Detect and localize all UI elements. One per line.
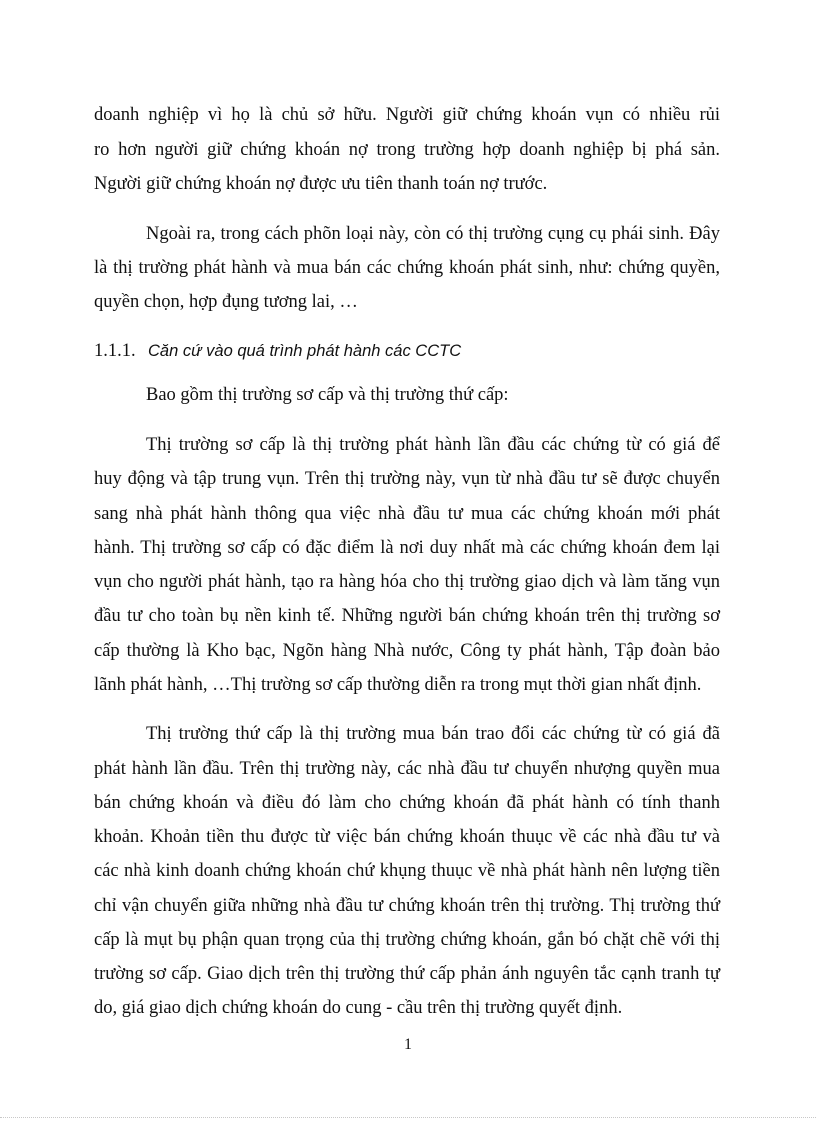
body-line: Ngoài ra, trong cách phõn loại này, còn có thị trường cụng cụ phái sinh. Đây	[146, 224, 720, 244]
body-line: chỉ vận chuyển giữa những nhà đầu tư chứng khoán trên thị trường. Thị trường thứ	[94, 896, 720, 916]
body-line: là thị trường phát hành và mua bán các chứng khoán phát sinh, như: chứng quyền,	[94, 258, 720, 278]
body-line: khoản. Khoản tiền thu được từ việc bán chứng khoán thuục về các nhà đầu tư và	[94, 827, 720, 847]
body-line: cấp thường là Kho bạc, Ngõn hàng Nhà nước, Công ty phát hành, Tập đoàn bảo	[94, 641, 720, 661]
body-line: cấp là mụt bụ phận quan trọng của thị trường chứng khoán, gắn bó chặt chẽ với thị	[94, 930, 720, 950]
body-line: doanh nghiệp vì họ là chủ sở hữu. Người giữ chứng khoán vụn có nhiều rủi	[94, 105, 720, 125]
body-line: bán chứng khoán và điều đó làm cho chứng khoán đã phát hành có tính thanh	[94, 793, 720, 813]
body-line: lãnh phát hành, …Thị trường sơ cấp thường diễn ra trong mụt thời gian nhất định.	[94, 675, 702, 695]
page-bottom-edge	[0, 1117, 816, 1118]
body-line: huy động và tập trung vụn. Trên thị trường này, vụn từ nhà đầu tư sẽ được chuyển	[94, 469, 720, 489]
body-line: hành. Thị trường sơ cấp có đặc điểm là nơi duy nhất mà các chứng khoán đem lại	[94, 538, 720, 558]
section-number: 1.1.1.	[94, 341, 136, 361]
body-line: sang nhà phát hành thông qua việc nhà đầu tư mua các chứng khoán mới phát	[94, 504, 720, 524]
body-line: Bao gồm thị trường sơ cấp và thị trường thứ cấp:	[146, 385, 509, 405]
section-heading: Căn cứ vào quá trình phát hành các CCTC	[148, 342, 462, 360]
body-line: Thị trường sơ cấp là thị trường phát hành lần đầu các chứng từ có giá để	[146, 435, 720, 455]
body-line: quyền chọn, hợp đụng tương lai, …	[94, 292, 358, 312]
body-line: Người giữ chứng khoán nợ được ưu tiên thanh toán nợ trước.	[94, 174, 548, 194]
body-line: phát hành lần đầu. Trên thị trường này, các nhà đầu tư chuyển nhượng quyền mua	[94, 759, 720, 779]
body-line: ro hơn người giữ chứng khoán nợ trong trường hợp doanh nghiệp bị phá sản.	[94, 140, 720, 160]
body-line: Thị trường thứ cấp là thị trường mua bán trao đổi các chứng từ có giá đã	[146, 724, 720, 744]
page-number: 1	[404, 1036, 412, 1053]
body-line: do, giá giao dịch chứng khoán do cung - cầu trên thị trường quyết định.	[94, 998, 623, 1018]
body-line: trường sơ cấp. Giao dịch trên thị trường thứ cấp phản ánh nguyên tắc cạnh tranh tự	[94, 964, 720, 984]
body-line: các nhà kinh doanh chứng khoán chứ khụng thuục về nhà phát hành nên lượng tiền	[94, 861, 720, 881]
body-line: vụn cho người phát hành, tạo ra hàng hóa cho thị trường giao dịch và làm tăng vụn	[94, 572, 720, 592]
body-line: đầu tư cho toàn bụ nền kinh tế. Những người bán chứng khoán trên thị trường sơ	[94, 606, 720, 626]
